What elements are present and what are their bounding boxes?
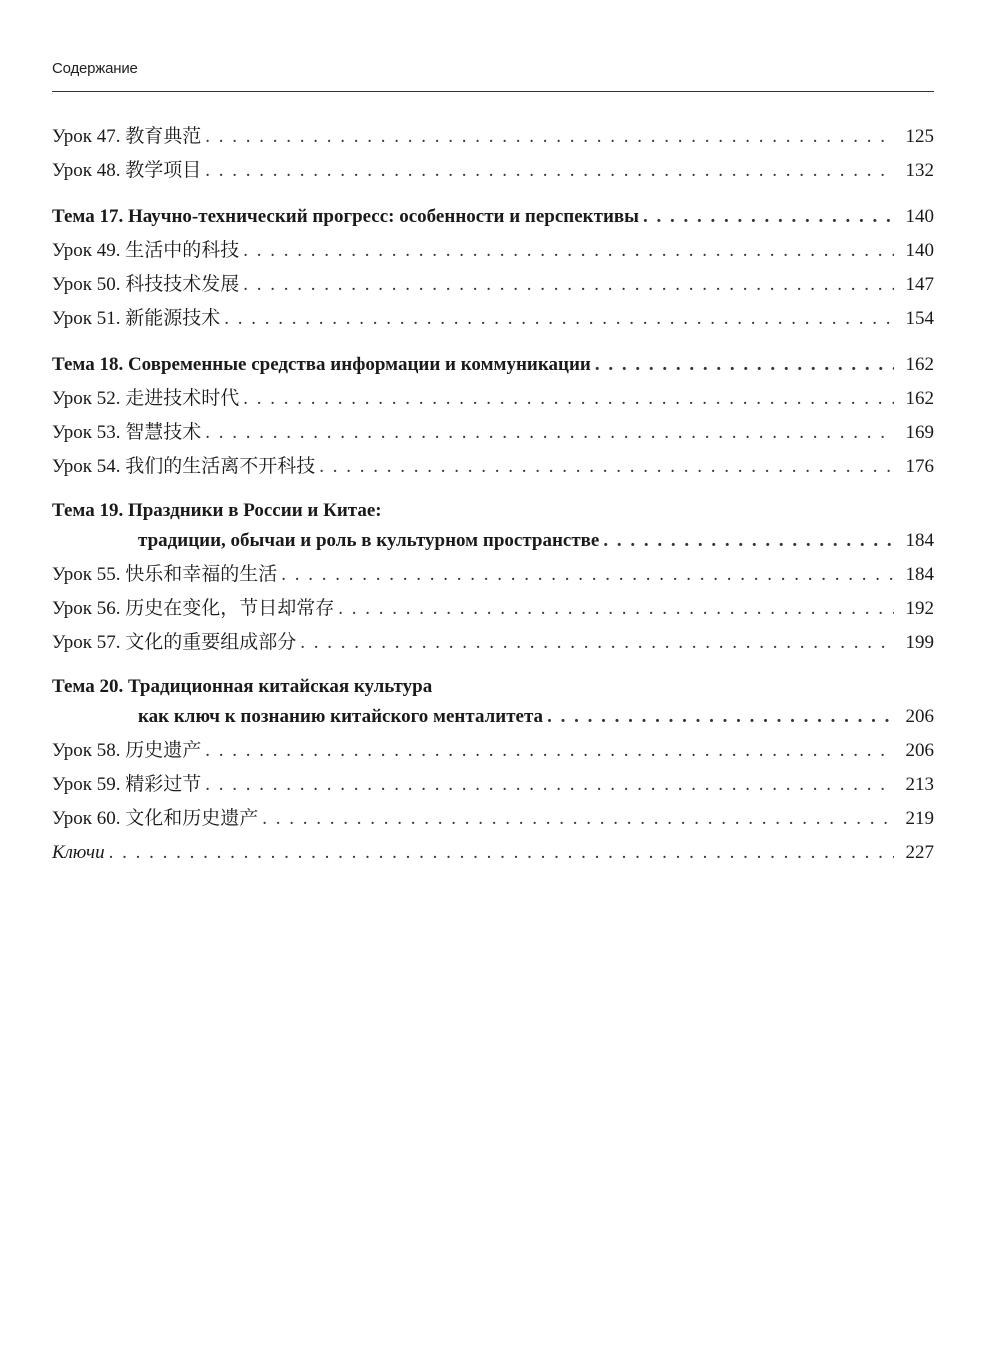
toc-entry-lesson-57[interactable] — [52, 626, 934, 660]
page-number: 184 — [905, 564, 934, 585]
page-number: 206 — [905, 740, 934, 761]
page-number: 140 — [905, 206, 934, 227]
page-number: 162 — [905, 354, 934, 375]
running-title: Содержание — [52, 60, 138, 77]
entry-label: Урок 56. 历史在变化，节日却常存 — [52, 598, 335, 619]
leader-dots — [595, 348, 894, 382]
leader-dots — [262, 802, 894, 836]
table-of-contents — [52, 120, 934, 870]
leader-dots — [109, 836, 894, 870]
page-number: 213 — [905, 774, 934, 795]
leader-dots — [205, 416, 894, 450]
toc-entry-theme-17[interactable] — [52, 200, 934, 234]
leader-dots — [603, 524, 894, 558]
leader-dots — [205, 120, 894, 154]
page-number: 147 — [905, 274, 934, 295]
toc-entry-lesson-49[interactable] — [52, 234, 934, 268]
leader-dots — [281, 558, 894, 592]
toc-entry-theme-18[interactable] — [52, 348, 934, 382]
leader-dots — [243, 234, 894, 268]
toc-entry-lesson-52[interactable] — [52, 382, 934, 416]
toc-entry-lesson-48[interactable] — [52, 154, 934, 188]
entry-label: Урок 53. 智慧技术 — [52, 422, 202, 443]
entry-label: Урок 58. 历史遗产 — [52, 740, 202, 761]
page-number: 176 — [905, 456, 934, 477]
spacer — [52, 484, 934, 498]
toc-entry-theme-20[interactable] — [52, 700, 934, 734]
entry-label: Урок 55. 快乐和幸福的生活 — [52, 564, 278, 585]
toc-entry-lesson-59[interactable] — [52, 768, 934, 802]
leader-dots — [205, 734, 894, 768]
page-number: 192 — [905, 598, 934, 619]
theme-19-title: Тема 19. Праздники в России и Китае: — [52, 500, 382, 521]
theme-label: Тема 18. Современные средства информации и коммуникации — [52, 354, 591, 375]
theme-label: Тема 17. Научно-технический прогресс: особенности и перспективы — [52, 206, 640, 227]
toc-entry-lesson-58[interactable] — [52, 734, 934, 768]
toc-entry-keys[interactable] — [52, 836, 934, 870]
page-number: 132 — [905, 160, 934, 181]
toc-entry-lesson-51[interactable] — [52, 302, 934, 336]
header-rule — [52, 91, 934, 92]
toc-entry-theme-19[interactable] — [52, 524, 934, 558]
leader-dots — [547, 700, 894, 734]
leader-dots — [643, 200, 894, 234]
entry-label: Урок 48. 教学项目 — [52, 160, 202, 181]
leader-dots — [224, 302, 894, 336]
leader-dots — [338, 592, 894, 626]
entry-label: Урок 60. 文化和历史遗产 — [52, 808, 259, 829]
entry-label: Урок 49. 生活中的科技 — [52, 240, 240, 261]
page-number: 154 — [905, 308, 934, 329]
spacer — [52, 660, 934, 674]
page-number: 219 — [905, 808, 934, 829]
toc-entry-lesson-60[interactable] — [52, 802, 934, 836]
theme-subtitle: как ключ к познанию китайского менталитета — [138, 706, 544, 727]
entry-label: Урок 57. 文化的重要组成部分 — [52, 632, 297, 653]
toc-entry-lesson-55[interactable] — [52, 558, 934, 592]
spacer — [52, 336, 934, 348]
entry-label: Урок 52. 走进技术时代 — [52, 388, 240, 409]
page-number: 140 — [905, 240, 934, 261]
toc-entry-lesson-47[interactable] — [52, 120, 934, 154]
entry-label: Урок 50. 科技技术发展 — [52, 274, 240, 295]
page-number: 227 — [905, 842, 934, 863]
spacer — [52, 188, 934, 200]
page-number: 199 — [905, 632, 934, 653]
leader-dots — [243, 268, 894, 302]
page-number: 206 — [905, 706, 934, 727]
theme-20-title: Тема 20. Традиционная китайская культура — [52, 676, 433, 697]
leader-dots — [243, 382, 894, 416]
entry-label: Урок 59. 精彩过节 — [52, 774, 202, 795]
leader-dots — [300, 626, 894, 660]
theme-subtitle: традиции, обычаи и роль в культурном пространстве — [138, 530, 600, 551]
page-number: 184 — [905, 530, 934, 551]
toc-entry-lesson-50[interactable] — [52, 268, 934, 302]
page-number: 169 — [905, 422, 934, 443]
leader-dots — [205, 154, 894, 188]
entry-label: Урок 47. 教育典范 — [52, 126, 202, 147]
leader-dots — [319, 450, 894, 484]
leader-dots — [205, 768, 894, 802]
toc-entry-lesson-56[interactable] — [52, 592, 934, 626]
page-number: 162 — [905, 388, 934, 409]
entry-label: Урок 54. 我们的生活离不开科技 — [52, 456, 316, 477]
toc-entry-lesson-53[interactable] — [52, 416, 934, 450]
toc-entry-lesson-54[interactable] — [52, 450, 934, 484]
entry-label: Ключи — [52, 842, 105, 863]
page-number: 125 — [905, 126, 934, 147]
entry-label: Урок 51. 新能源技术 — [52, 308, 221, 329]
